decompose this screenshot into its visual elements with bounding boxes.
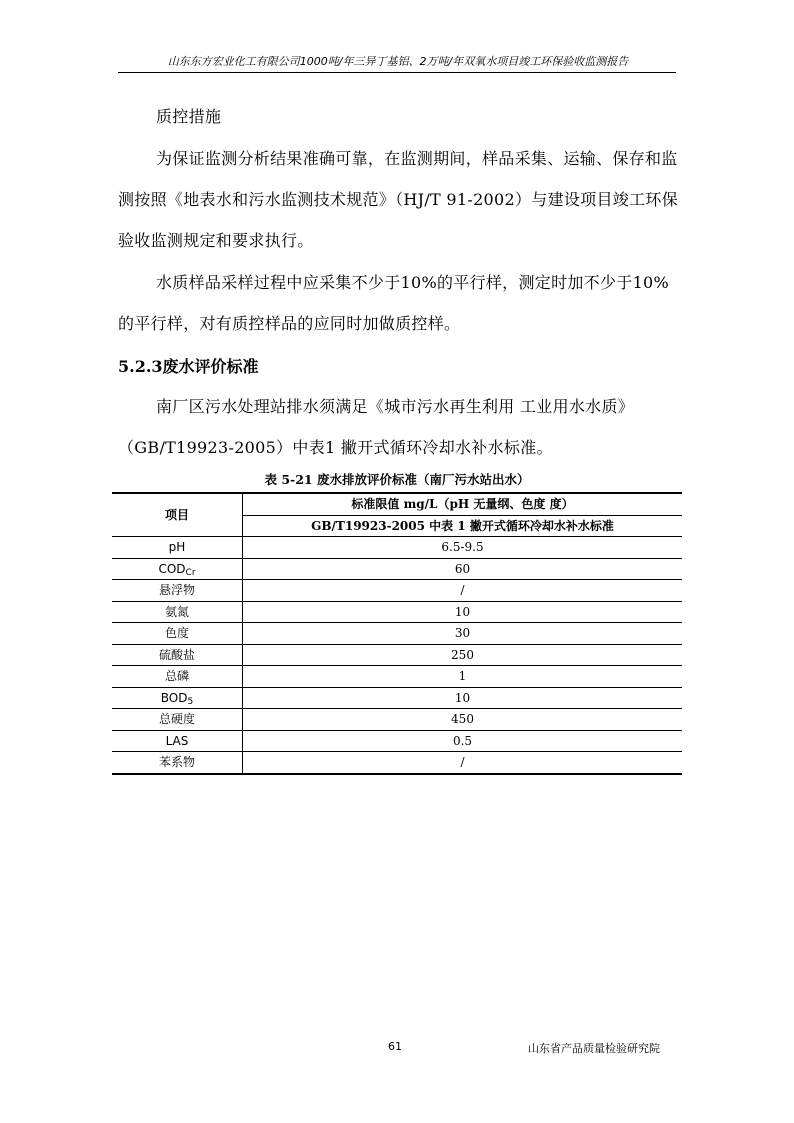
paragraph-standard: 南厂区污水处理站排水须满足《城市污水再生利用 工业用水水质》（GB/T19923-2005）中表1 撇开式循环冷却水补水标准。	[118, 397, 635, 457]
row-value: 1	[243, 666, 683, 688]
page-number: 61	[388, 1040, 402, 1053]
row-value: /	[243, 580, 683, 602]
row-value: /	[243, 752, 683, 774]
row-item: 总磷	[112, 666, 243, 688]
row-value: 0.5	[243, 730, 683, 752]
standards-table	[112, 492, 682, 775]
row-value: 30	[243, 623, 683, 645]
header-item: 项目	[112, 493, 243, 537]
section-heading: 5.2.3废水评价标准	[118, 357, 259, 376]
row-value: 450	[243, 709, 683, 731]
header-source: GB/T19923-2005 中表 1 撇开式循环冷却水补水标准	[243, 515, 683, 537]
table-row	[112, 537, 682, 559]
row-item	[112, 558, 243, 580]
row-item: 氨氮	[112, 601, 243, 623]
row-item: LAS	[112, 730, 243, 752]
row-item: 硫酸盐	[112, 644, 243, 666]
table-row	[112, 730, 682, 752]
row-item-subscript: 5	[187, 696, 194, 707]
row-item: 悬浮物	[112, 580, 243, 602]
table-row	[112, 644, 682, 666]
row-item	[112, 687, 243, 709]
table-row	[112, 666, 682, 688]
row-value: 6.5-9.5	[243, 537, 683, 559]
row-value: 250	[243, 644, 683, 666]
table-row	[112, 558, 682, 580]
row-item: pH	[112, 537, 243, 559]
table-caption: 表 5-21 废水排放评价标准（南厂污水站出水）	[264, 472, 530, 487]
table-row	[112, 601, 682, 623]
table-row	[112, 580, 682, 602]
table-row	[112, 623, 682, 645]
paragraph-parallel-samples: 水质样品采样过程中应采集不少于10%的平行样，测定时加不少于10%的平行样，对有质控样品的应同时加做质控样。	[118, 273, 670, 333]
page-header: 山东东方宏业化工有限公司1000吨/年三异丁基铝、2万吨/年双氧水项目竣工环保验收监测报告	[167, 55, 629, 68]
row-item: 苯系物	[112, 752, 243, 774]
table-row	[112, 709, 682, 731]
footer-organization: 山东省产品质量检验研究院	[528, 1042, 660, 1055]
row-value: 10	[243, 687, 683, 709]
header-limit: 标准限值 mg/L（pH 无量纲、色度 度）	[243, 493, 683, 515]
paragraph-qc-method: 为保证监测分析结果准确可靠，在监测期间，样品采集、运输、保存和监测按照《地表水和污水监测技术规范》（HJ/T 91-2002）与建设项目竣工环保验收监测规定和要求执行。	[118, 149, 679, 250]
row-value: 60	[243, 558, 683, 580]
row-item-subscript: Cr	[185, 567, 196, 578]
row-item: 色度	[112, 623, 243, 645]
table-row	[112, 687, 682, 709]
row-value: 10	[243, 601, 683, 623]
paragraph-qc-title: 质控措施	[156, 107, 222, 126]
header-rule	[118, 72, 676, 73]
row-item-main: BOD	[160, 690, 188, 705]
row-item: 总硬度	[112, 709, 243, 731]
row-item-main: COD	[158, 561, 186, 576]
table-row	[112, 752, 682, 774]
